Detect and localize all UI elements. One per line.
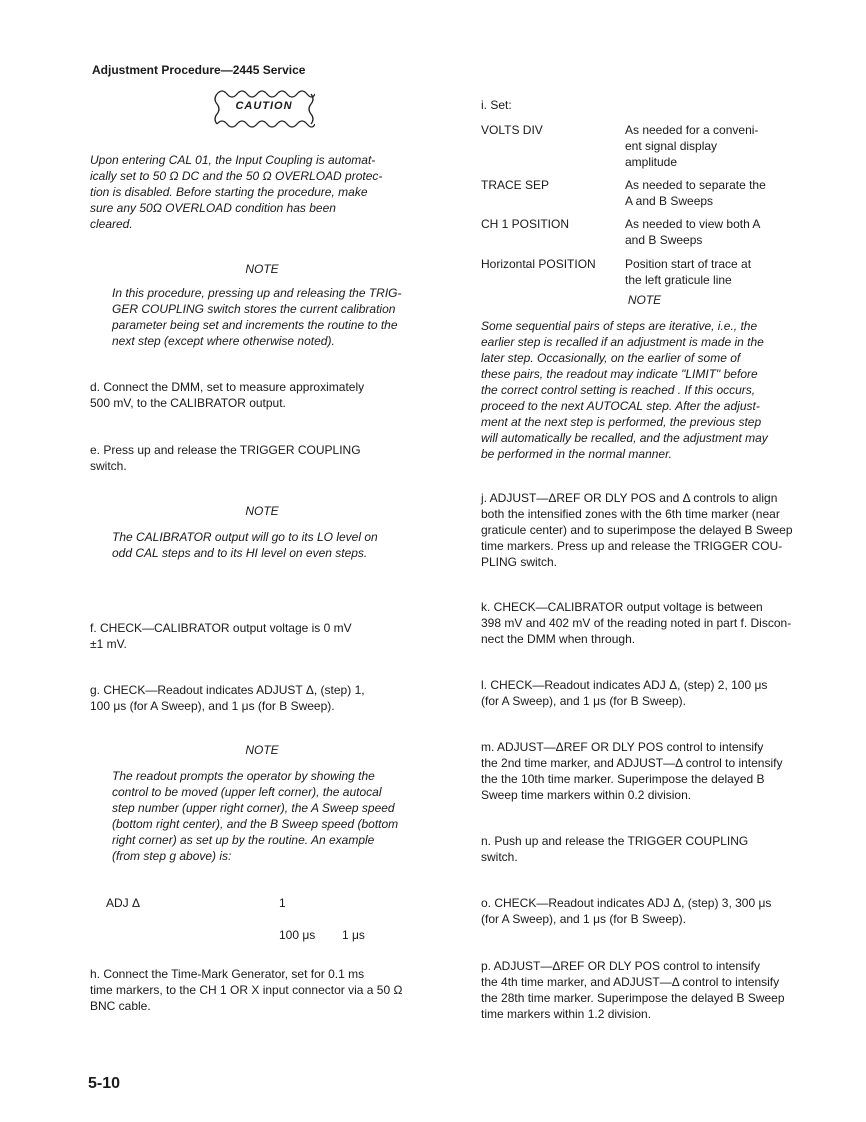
step-m bbox=[481, 739, 808, 803]
text-line: ment at the next step is performed, the previous step bbox=[481, 415, 762, 429]
text-line: odd CAL steps and to its HI level on even steps. bbox=[112, 546, 368, 560]
page-number: 5-10 bbox=[88, 1075, 121, 1092]
text-line: step number (upper right corner), the A Sweep speed bbox=[112, 801, 395, 815]
step-o bbox=[481, 895, 808, 927]
text-line: Position start of trace at bbox=[625, 257, 752, 271]
text-line: The CALIBRATOR output will go to its LO level on bbox=[112, 530, 378, 544]
text-line: h. Connect the Time-Mark Generator, set for 0.1 ms bbox=[90, 967, 365, 981]
setting-name: TRACE SEP bbox=[481, 178, 550, 192]
step-p bbox=[481, 958, 808, 1022]
text-line: parameter being set and increments the routine to the bbox=[112, 318, 398, 332]
text-line: (for A Sweep), and 1 μs (for B Sweep). bbox=[481, 912, 687, 926]
text-line: As needed for a conveni- bbox=[625, 123, 759, 137]
text-line: graticule center) and to superimpose the delayed B Sweep bbox=[481, 523, 793, 537]
text-line: Sweep time markers within 0.2 division. bbox=[481, 788, 692, 802]
step-f bbox=[90, 620, 434, 652]
text-line: time markers. Press up and release the TRIGGER COU- bbox=[481, 539, 783, 553]
text-line: In this procedure, pressing up and releasing the TRIG- bbox=[112, 286, 402, 300]
note-text bbox=[112, 529, 434, 561]
text-line: ±1 mV. bbox=[90, 637, 127, 651]
text-line: ically set to 50 Ω DC and the 50 Ω OVERLOAD protec- bbox=[90, 169, 383, 183]
step-n bbox=[481, 833, 808, 865]
text-line: e. Press up and release the TRIGGER COUPLING bbox=[90, 443, 361, 457]
step-k bbox=[481, 599, 808, 647]
text-line: m. ADJUST—ΔREF OR DLY POS control to intensify bbox=[481, 740, 764, 754]
text-line: the 28th time marker. Superimpose the delayed B Sweep bbox=[481, 991, 785, 1005]
text-line: n. Push up and release the TRIGGER COUPLING bbox=[481, 834, 749, 848]
text-line: proceed to the next AUTOCAL step. After the adjust- bbox=[481, 399, 760, 413]
page-header: Adjustment Procedure—2445 Service bbox=[92, 63, 306, 77]
text-line: switch. bbox=[481, 850, 518, 864]
step-j bbox=[481, 490, 808, 570]
text-line: o. CHECK—Readout indicates ADJ Δ, (step) 3, 300 μs bbox=[481, 896, 772, 910]
text-line: cleared. bbox=[90, 217, 133, 231]
text-line: switch. bbox=[90, 459, 127, 473]
readout-b-sweep: 1 μs bbox=[342, 928, 365, 942]
step-i-intro: i. Set: bbox=[481, 98, 512, 112]
step-g bbox=[90, 682, 434, 714]
text-line: right corner) as set up by the routine. An example bbox=[112, 833, 375, 847]
text-line: 398 mV and 402 mV of the reading noted in part f. Discon- bbox=[481, 616, 792, 630]
readout-a-sweep: 100 μs bbox=[279, 928, 316, 942]
text-line: Some sequential pairs of steps are iterative, i.e., the bbox=[481, 319, 758, 333]
text-line: p. ADJUST—ΔREF OR DLY POS control to intensify bbox=[481, 959, 760, 973]
readout-step-number: 1 bbox=[279, 896, 286, 910]
text-line: (for A Sweep), and 1 μs (for B Sweep). bbox=[481, 694, 687, 708]
text-line: time markers within 1.2 division. bbox=[481, 1007, 652, 1021]
note-text bbox=[112, 768, 434, 864]
text-line: the the 10th time marker. Superimpose the delayed B bbox=[481, 772, 765, 786]
text-line: later step. Occasionally, on the earlier of some of bbox=[481, 351, 741, 365]
note-text bbox=[112, 285, 434, 349]
text-line: earlier step is recalled if an adjustment is made in the bbox=[481, 335, 764, 349]
step-l bbox=[481, 677, 808, 709]
step-d bbox=[90, 379, 434, 411]
setting-value bbox=[625, 177, 808, 209]
text-line: be performed in the normal manner. bbox=[481, 447, 672, 461]
step-e bbox=[90, 442, 434, 474]
caution-text bbox=[90, 152, 434, 232]
text-line: these pairs, the readout may indicate "LIMIT" before bbox=[481, 367, 758, 381]
text-line: (from step g above) is: bbox=[112, 849, 232, 863]
text-line: both the intensified zones with the 6th time marker (near bbox=[481, 507, 780, 521]
text-line: 500 mV, to the CALIBRATOR output. bbox=[90, 396, 286, 410]
text-line: d. Connect the DMM, set to measure approximately bbox=[90, 380, 365, 394]
note-heading: NOTE bbox=[245, 743, 279, 757]
note-heading: NOTE bbox=[627, 293, 662, 307]
caution-box bbox=[213, 86, 315, 130]
text-line: will automatically be recalled, and the adjustment may bbox=[481, 431, 768, 445]
text-line: sure any 50Ω OVERLOAD condition has been bbox=[90, 201, 336, 215]
text-line: k. CHECK—CALIBRATOR output voltage is between bbox=[481, 600, 763, 614]
text-line: Upon entering CAL 01, the Input Coupling is automat- bbox=[90, 153, 376, 167]
text-line: As needed to view both A bbox=[625, 217, 761, 231]
text-line: tion is disabled. Before starting the procedure, make bbox=[90, 185, 368, 199]
text-line: and B Sweeps bbox=[625, 233, 703, 247]
text-line: time markers, to the CH 1 OR X input connector via a 50 Ω bbox=[90, 983, 403, 997]
text-line: As needed to separate the bbox=[625, 178, 766, 192]
readout-control: ADJ Δ bbox=[106, 896, 141, 910]
text-line: g. CHECK—Readout indicates ADJUST Δ, (step) 1, bbox=[90, 683, 365, 697]
text-line: (bottom right center), and the B Sweep speed (bottom bbox=[112, 817, 399, 831]
setting-name: Horizontal POSITION bbox=[481, 257, 596, 271]
step-h bbox=[90, 966, 434, 1014]
text-line: PLING switch. bbox=[481, 555, 558, 569]
text-line: BNC cable. bbox=[90, 999, 151, 1013]
text-line: GER COUPLING switch stores the current calibration bbox=[112, 302, 396, 316]
text-line: next step (except where otherwise noted). bbox=[112, 334, 335, 348]
note-heading: NOTE bbox=[245, 504, 279, 518]
text-line: nect the DMM when through. bbox=[481, 632, 636, 646]
setting-name: CH 1 POSITION bbox=[481, 217, 570, 231]
text-line: A and B Sweeps bbox=[625, 194, 714, 208]
setting-value bbox=[625, 256, 808, 288]
note-heading: NOTE bbox=[245, 262, 279, 276]
text-line: j. ADJUST—ΔREF OR DLY POS and Δ controls to align bbox=[481, 491, 778, 505]
text-line: control to be moved (upper left corner), the autocal bbox=[112, 785, 382, 799]
text-line: f. CHECK—CALIBRATOR output voltage is 0 mV bbox=[90, 621, 352, 635]
text-line: The readout prompts the operator by showing the bbox=[112, 769, 375, 783]
caution-label: CAUTION bbox=[235, 100, 293, 112]
text-line: ent signal display bbox=[625, 139, 718, 153]
text-line: the left graticule line bbox=[625, 273, 732, 287]
setting-name: VOLTS DIV bbox=[481, 123, 543, 137]
setting-value bbox=[625, 122, 808, 170]
text-line: 100 μs (for A Sweep), and 1 μs (for B Sweep). bbox=[90, 699, 335, 713]
setting-value bbox=[625, 216, 808, 248]
text-line: l. CHECK—Readout indicates ADJ Δ, (step) 2, 100 μs bbox=[481, 678, 768, 692]
text-line: the 2nd time marker, and ADJUST—Δ control to intensify bbox=[481, 756, 783, 770]
text-line: the correct control setting is reached . If this occurs, bbox=[481, 383, 756, 397]
text-line: the 4th time marker, and ADJUST—Δ control to intensify bbox=[481, 975, 780, 989]
text-line: amplitude bbox=[625, 155, 678, 169]
note-text bbox=[481, 318, 808, 462]
